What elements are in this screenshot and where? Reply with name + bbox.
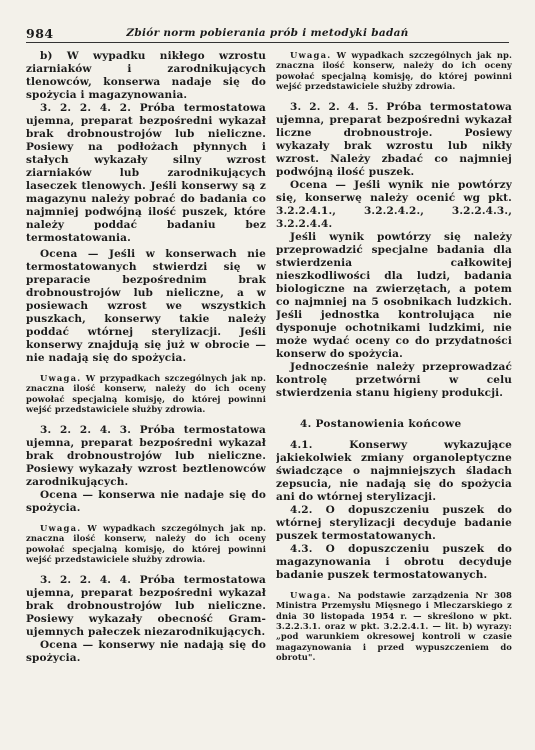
body-paragraph: Jednocześnie należy przeprowadzać kontrolę przetwórni w celu stwierdzenia stanu higieny produkcji. <box>276 361 512 400</box>
clause-number: 3. 2. 2. 4. 4. <box>40 574 132 587</box>
section-heading: 4. Postanowienia końcowe <box>300 418 462 431</box>
note-text: Na podstawie zarządzenia Nr 308 Ministra Przemysłu Mięsnego i Mleczarskiego z dnia 30 listopada 1954 r. — skreślono w pkt. 3.2.2.3.1. oraz w pkt. 3.2.2.4.1. — lit. b) wyrazy: „pod warunkiem okresowej kontroli w czasie magazynowania i przed wypuszczeniem do obrotu". <box>276 590 512 662</box>
clause-text: Konserwy wykazujące jakiekolwiek zmiany organoleptyczne świadczące o najmniejszych śladach zepsucia, nie nadają się do spożycia ani do wtórnej sterylizacji. <box>276 439 512 504</box>
clause-text: Próba termostatowa ujemna, preparat bezpośredni wykazał brak drobnoustrojów lub nieliczne. Posiewy wykazały wzrost beztlenowców zarodnikujących. <box>26 424 266 489</box>
clause-text: O dopuszczeniu puszek do wtórnej sterylizacji decyduje badanie puszek termostatowanych. <box>276 504 512 543</box>
paragraph-3-2-2-4-5 <box>276 101 512 179</box>
note-paragraph <box>276 50 512 91</box>
page-header <box>26 26 509 43</box>
clause-number: 4.1. <box>290 439 313 452</box>
running-title: Zbiór norm pobierania prób i metodyki badań <box>126 27 409 39</box>
page-number: 984 <box>26 26 54 41</box>
clause-number: 4.2. <box>290 504 313 517</box>
note-paragraph <box>26 373 266 414</box>
note-paragraph <box>276 590 512 662</box>
right-column <box>276 50 512 750</box>
note-text: W wypadkach szczególnych jak np. znaczna ilość konserw, należy do ich oceny powołać specjalną komisję, do której powinni wejść przedstawiciele służby zdrowia. <box>26 523 266 565</box>
assessment-paragraph: Ocena — konserwy nie nadają się do spożycia. <box>26 639 266 665</box>
paragraph-3-2-2-4-4 <box>26 574 266 639</box>
assessment-paragraph: Ocena — konserwa nie nadaje się do spożycia. <box>26 489 266 515</box>
note-label: Uwaga. <box>40 373 82 383</box>
paragraph-3-2-2-4-3 <box>26 424 266 489</box>
left-column <box>26 50 266 750</box>
assessment-paragraph: Ocena — Jeśli w konserwach nie termostatowanych stwierdzi się w preparacie bezpośrednim brak drobnoustrojów lub nieliczne, a w posiewach wzrost we wszystkich puszkach, konserwy takie należy poddać wtórnej sterylizacji. Jeśli konserwy znajdują się już w obrocie — nie nadają się do spożycia. <box>26 248 266 364</box>
paragraph-4-3 <box>276 543 512 582</box>
note-label: Uwaga. <box>40 523 82 534</box>
clause-text: O dopuszczeniu puszek do magazynowania i obrotu decyduje badanie puszek termostatowanych. <box>276 543 512 582</box>
paragraph-4-2 <box>276 504 512 543</box>
clause-text: Próba termostatowa ujemna, preparat bezpośredni wykazał brak drobnoustrojów lub nieliczne. Posiewy wykazały obecność Gram-ujemnych pałeczek niezarodnikujących. <box>26 574 266 639</box>
clause-text: Próba termostatowa ujemna, preparat bezpośredni wykazał liczne drobnoustroje. Posiewy wykazały brak wzrostu lub nikły wzrost. Należy zbadać co najmniej podwójną ilość puszek. <box>276 101 512 179</box>
note-text: W przypadkach szczególnych jak np. znaczna ilość konserw, należy do ich oceny powołać specjalną komisję, do której powinni wejść przedstawiciele służby zdrowia. <box>26 373 266 414</box>
paragraph-4-1 <box>276 439 512 504</box>
note-paragraph <box>26 523 266 564</box>
clause-number: 4.3. <box>290 543 313 556</box>
assessment-paragraph: Ocena — Jeśli wynik nie powtórzy się, konserwę należy ocenić wg pkt. 3.2.2.4.1., 3.2.2.4.2., 3.2.2.4.3., 3.2.2.4.4. <box>276 179 512 231</box>
clause-number: 3. 2. 2. 4. 3. <box>40 424 132 437</box>
clause-number: 3. 2. 2. 4. 2. <box>40 102 132 114</box>
note-text: W wypadkach szczególnych jak np. znaczna ilość konserw, należy do ich oceny powołać specjalną komisję, do której powinni wejść przedstawiciele służby zdrowia. <box>276 50 512 91</box>
note-label: Uwaga. <box>290 50 332 60</box>
clause-text: Próba termostatowa ujemna, preparat bezpośredni wykazał brak drobnoustrojów lub nieliczne. Posiewy na podłożach płynnych i stałych wykazały silny wzrost ziarniaków lub zarodnikujących laseczek tlenowych. Jeśli konserwy są z magazynu należy pobrać do badania co najmniej podwójną ilość puszek, które należy poddać badaniu bez termostatowania. <box>26 102 266 244</box>
clause-number: 3. 2. 2. 4. 5. <box>290 101 379 114</box>
paragraph-b: b) W wypadku nikłego wzrostu ziarniaków i zarodnikujących tlenowców, konserwa nadaje się do spożycia i magazynowania. <box>26 50 266 101</box>
paragraph-3-2-2-4-2 <box>26 102 266 245</box>
body-paragraph: Jeśli wynik powtórzy się należy przeprowadzić specjalne badania dla stwierdzenia całkowitej nieszkodliwości dla ludzi, badania biologiczne na zwierzętach, a potem co najmniej na 5 osobnikach ludzkich. Jeśli jednostka kontrolująca nie dysponuje ochotnikami ludzkimi, nie może wydać oceny co do przydatności konserw do spożycia. <box>276 231 512 361</box>
note-label: Uwaga. <box>290 590 332 601</box>
